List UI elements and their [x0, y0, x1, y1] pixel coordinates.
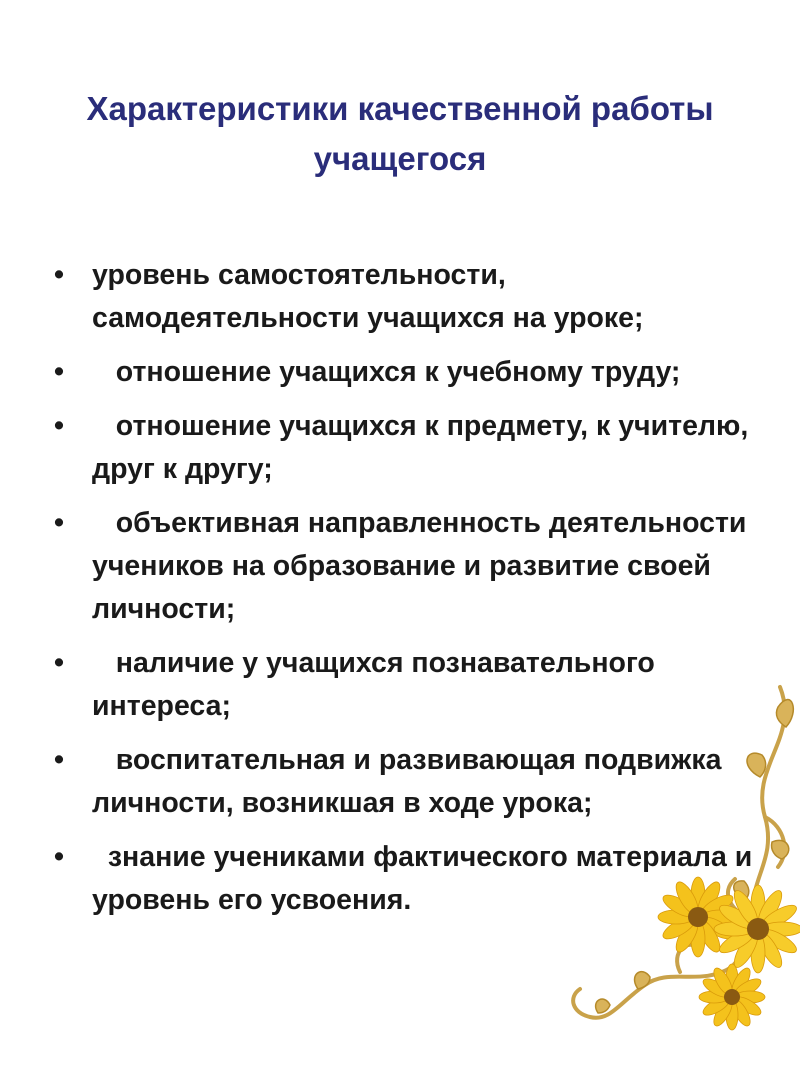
list-item [54, 502, 754, 631]
list-item-text: наличие у учащихся познавательного интереса; [92, 647, 663, 722]
bullet-icon: • [54, 259, 64, 291]
list-item [54, 405, 757, 491]
list-item [54, 836, 761, 922]
bullet-icon: • [54, 647, 64, 679]
list-item-text: уровень самостоятельности, самодеятельности учащихся на уроке; [92, 259, 644, 334]
list-item-text: отношение учащихся к предмету, к учителю, друг к другу; [92, 410, 757, 485]
list-item [54, 351, 754, 394]
slide-title: Характеристики качественной работы учащегося [86, 90, 714, 177]
list-item [54, 642, 754, 728]
bullet-list [54, 254, 761, 933]
bullet-icon: • [54, 507, 64, 539]
list-item [54, 739, 754, 825]
bullet-icon: • [54, 356, 64, 388]
list-item-text: знание учениками фактического материала и уровень его усвоения. [92, 841, 761, 916]
list-item-text: воспитательная и развивающая подвижка личности, возникшая в ходе урока; [92, 744, 730, 819]
bullet-icon: • [54, 841, 64, 873]
bullet-icon: • [54, 410, 64, 442]
list-item [54, 254, 754, 340]
list-item-text: объективная направленность деятельности учеников на образование и развитие своей личности; [92, 507, 755, 625]
bullet-icon: • [54, 744, 64, 776]
list-item-text: отношение учащихся к учебному труду; [92, 356, 681, 388]
